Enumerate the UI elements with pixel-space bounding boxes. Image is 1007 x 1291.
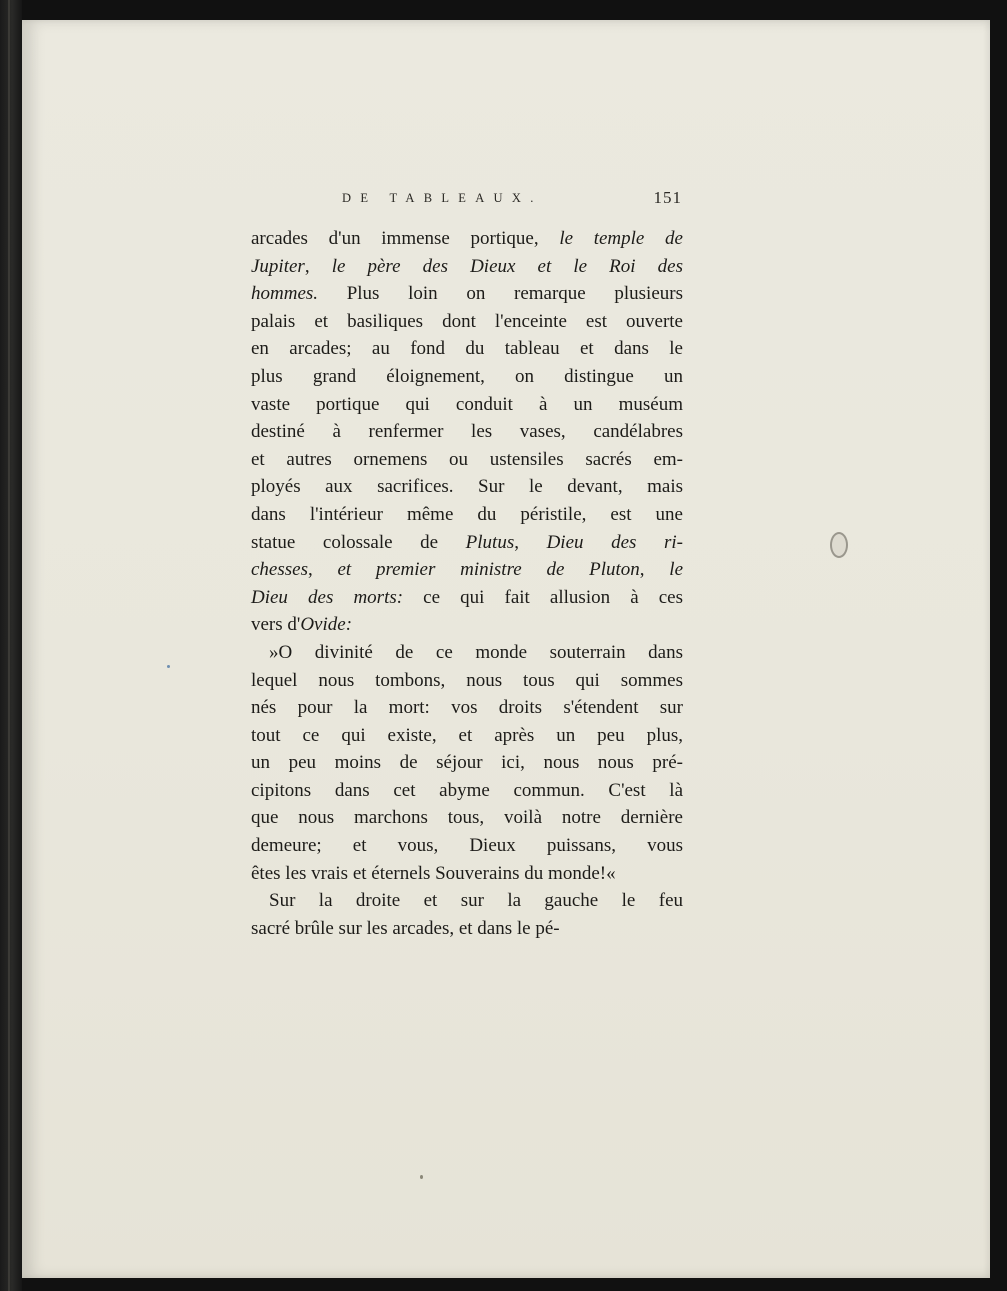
text-segment: arcades d'un immense portique,: [251, 228, 560, 249]
text-line: [251, 529, 683, 557]
text-line: [251, 749, 683, 777]
text-segment: demeure; et vous, Dieux puissans, vous: [251, 835, 683, 857]
text-line: [251, 860, 683, 888]
text-segment: cipitons dans cet abyme commun. C'est là: [251, 779, 683, 801]
text-segment: palais et basiliques dont l'enceinte est ouverte: [251, 310, 683, 332]
text-line: [251, 501, 683, 529]
text-line: [251, 667, 683, 695]
text-segment: dans l'intérieur même du péristile, est une: [251, 503, 683, 525]
text-segment: vaste portique qui conduit à un muséum: [251, 393, 683, 415]
text-segment: ,: [514, 531, 547, 553]
text-line: [251, 777, 683, 805]
text-line: [251, 253, 683, 281]
text-line: [251, 584, 683, 612]
paper-speck: [167, 665, 170, 668]
italic-text-segment: Dieu des ri-: [546, 531, 683, 553]
italic-text-segment: Ovide:: [300, 614, 353, 636]
text-line: [251, 418, 683, 446]
text-segment: et autres ornemens ou ustensiles sacrés em-: [251, 448, 683, 470]
text-segment: en arcades; au fond du tableau et dans le: [251, 338, 683, 360]
text-line: [251, 391, 683, 419]
text-segment: lequel nous tombons, nous tous qui sommes: [251, 669, 683, 691]
text-segment: ,: [304, 255, 332, 277]
italic-text-segment: Jupiter: [251, 255, 305, 277]
text-line: [251, 308, 683, 336]
text-line: [251, 694, 683, 722]
text-line: [251, 887, 683, 915]
text-segment: Sur la droite et sur la gauche le feu: [269, 890, 683, 912]
body-text: [251, 225, 683, 942]
running-header: [342, 188, 682, 211]
italic-text-segment: le: [669, 559, 684, 581]
italic-text-segment: Plutus: [465, 531, 515, 553]
text-line: [251, 832, 683, 860]
text-segment: sacré brûle sur les arcades, et dans le pé-: [251, 917, 560, 939]
text-line: [251, 556, 683, 584]
text-segment: ,: [639, 559, 670, 581]
italic-text-segment: le temple de: [559, 228, 683, 249]
text-segment: un peu moins de séjour ici, nous nous pré-: [251, 752, 683, 774]
running-head-title: DE TABLEAUX.: [342, 191, 543, 205]
paper-stain: [830, 532, 848, 558]
italic-text-segment: Dieu des morts:: [251, 586, 404, 608]
paper-speck: [420, 1175, 423, 1179]
italic-text-segment: et premier ministre de Pluton: [337, 559, 640, 581]
text-segment: »O divinité de ce monde souterrain dans: [269, 641, 683, 663]
text-line: [251, 225, 683, 253]
text-segment: ployés aux sacrifices. Sur le devant, mais: [251, 476, 683, 498]
text-line: [251, 363, 683, 391]
text-segment: destiné à renfermer les vases, candélabres: [251, 421, 683, 443]
text-line: [251, 804, 683, 832]
italic-text-segment: le père des Dieux et le Roi des: [331, 255, 683, 277]
text-segment: statue colossale de: [251, 531, 466, 553]
text-segment: plus grand éloignement, on distingue un: [251, 365, 683, 387]
book-spine: [0, 0, 22, 1291]
text-segment: tout ce qui existe, et après un peu plus,: [251, 724, 683, 746]
text-line: [251, 335, 683, 363]
text-segment: vers d': [251, 614, 301, 636]
italic-text-segment: hommes.: [251, 283, 319, 305]
text-segment: que nous marchons tous, voilà notre dernière: [251, 807, 683, 829]
book-page: [22, 20, 990, 1278]
spine-edge-line: [8, 0, 10, 1291]
text-line: [251, 446, 683, 474]
text-line: [251, 611, 683, 639]
italic-text-segment: chesses: [251, 559, 308, 581]
page-number: 151: [653, 188, 682, 207]
text-segment: ,: [307, 559, 338, 581]
text-line: [251, 639, 683, 667]
text-line: [251, 915, 683, 943]
text-segment: êtes les vrais et éternels Souverains du monde!«: [251, 862, 616, 884]
text-segment: nés pour la mort: vos droits s'étendent sur: [251, 697, 683, 719]
text-segment: Plus loin on remarque plusieurs: [318, 283, 683, 305]
text-line: [251, 473, 683, 501]
text-line: [251, 280, 683, 308]
text-segment: ce qui fait allusion à ces: [403, 586, 683, 608]
text-line: [251, 722, 683, 750]
